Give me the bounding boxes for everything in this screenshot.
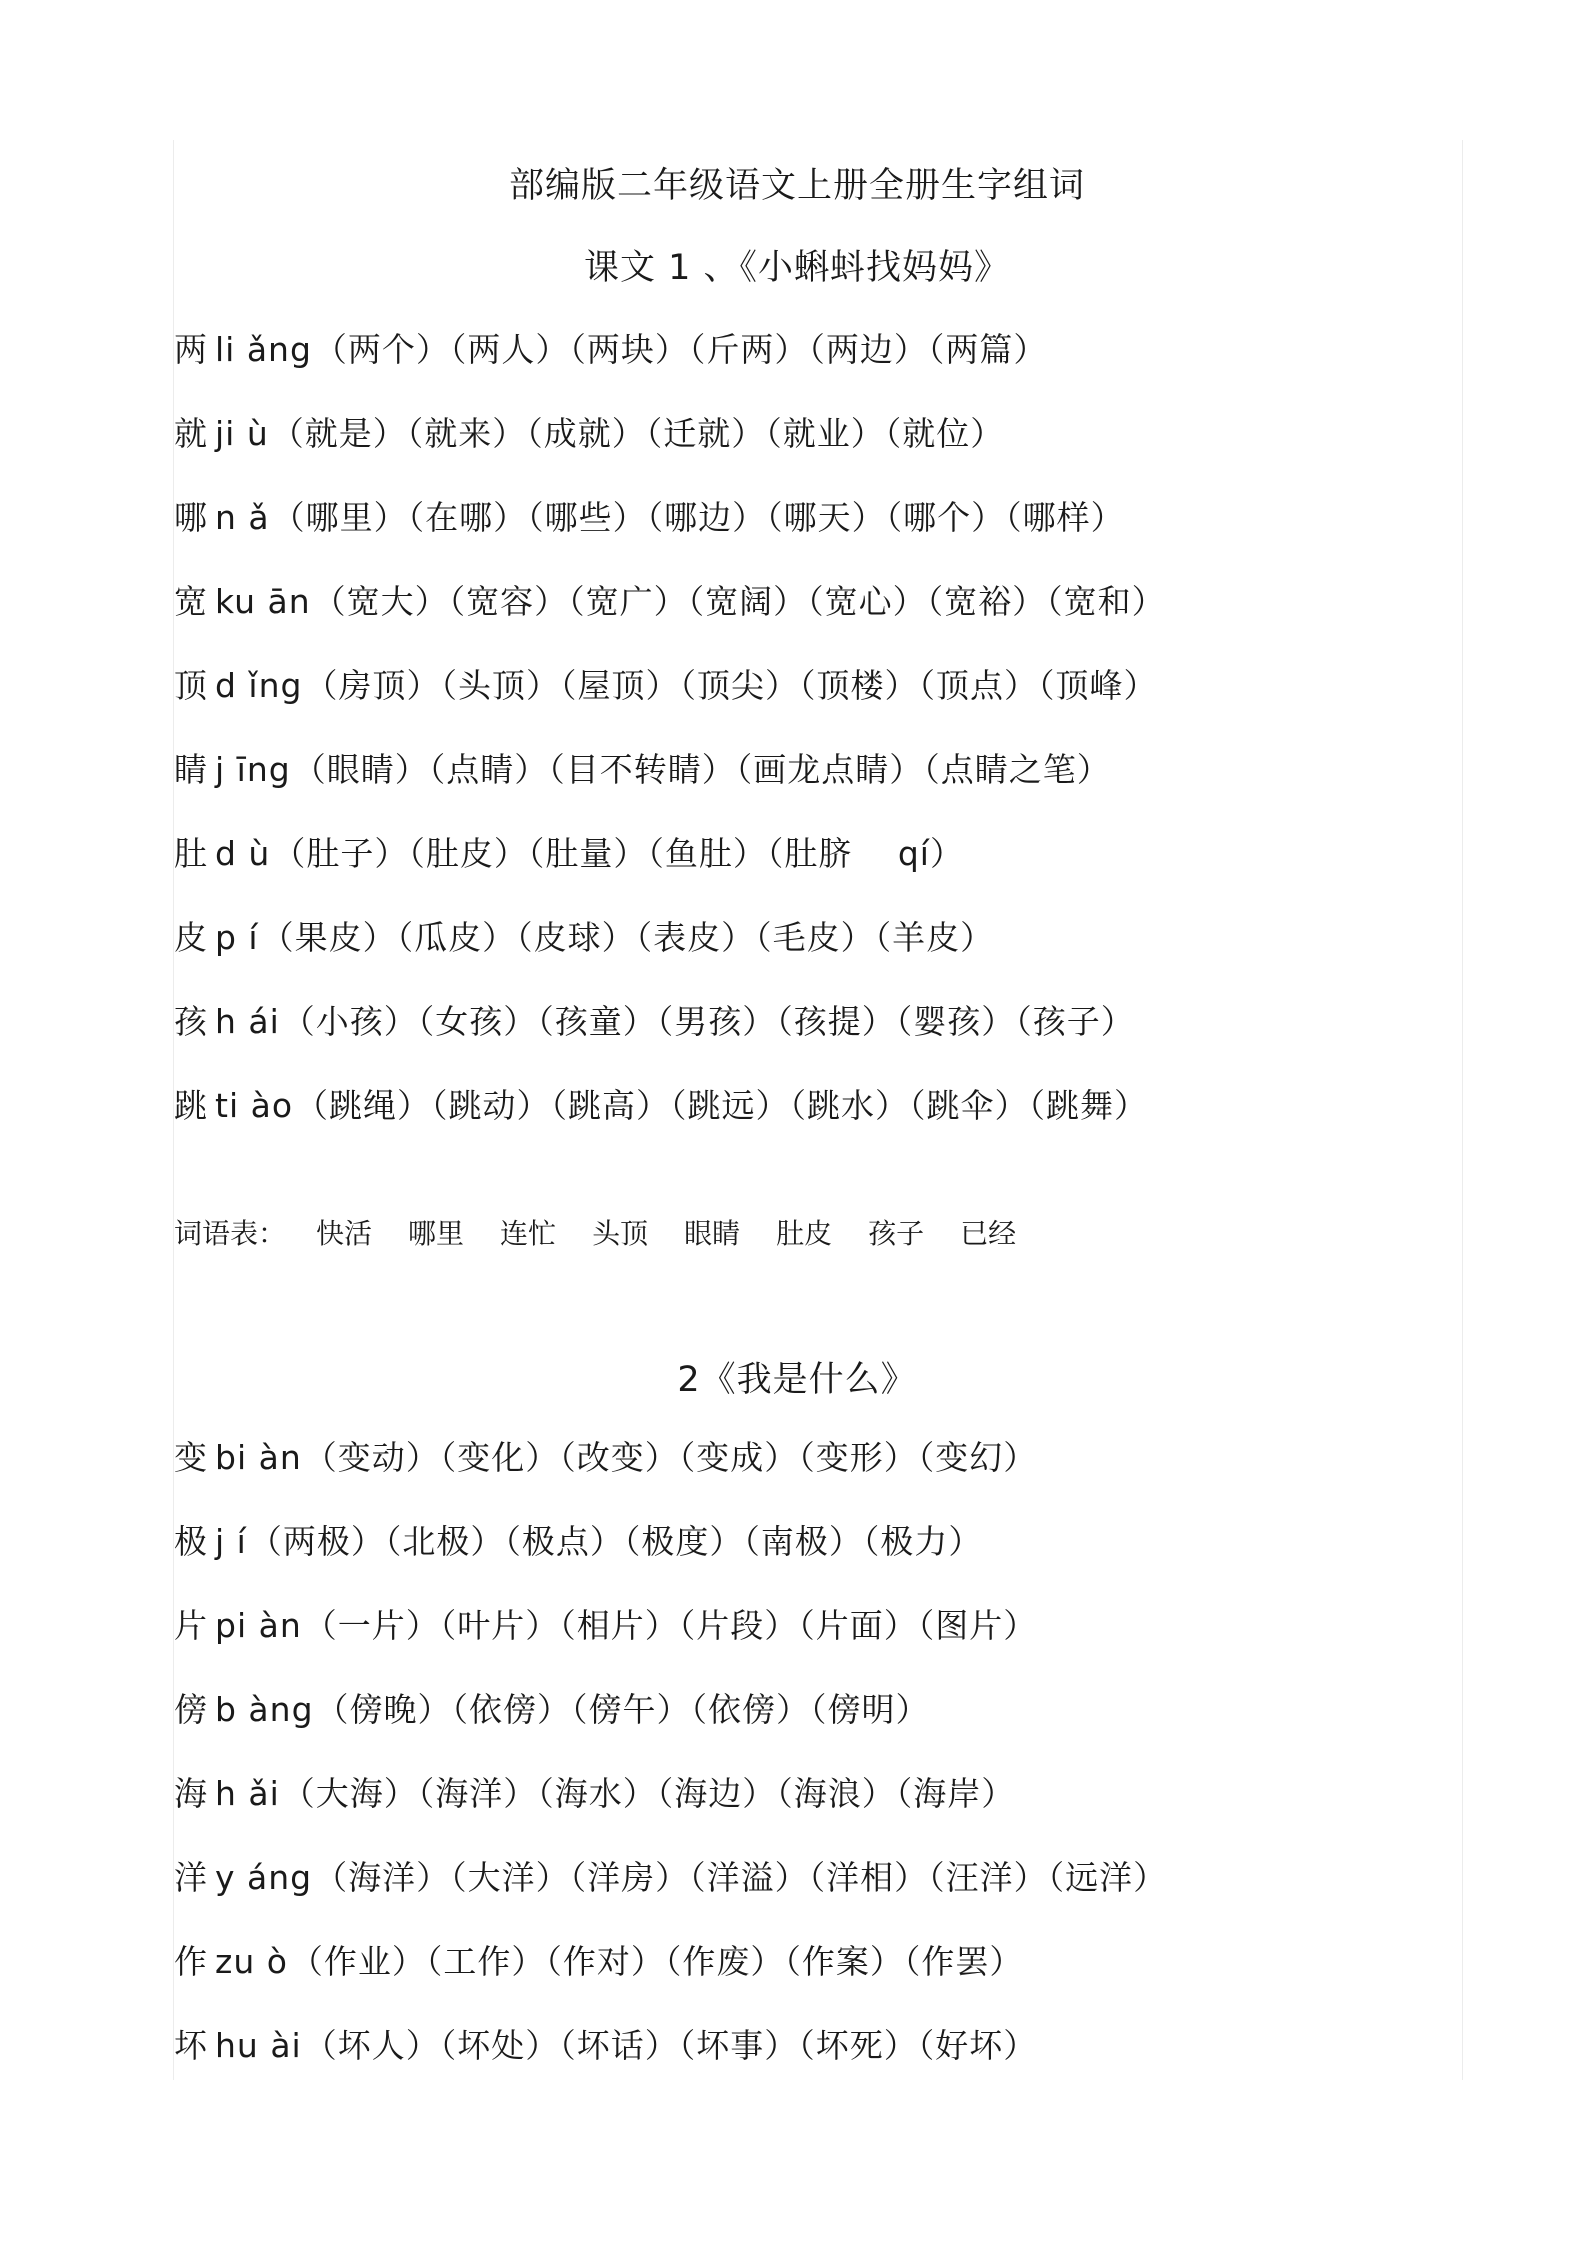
entry-character: 肚 <box>174 834 207 873</box>
entry-pinyin: j í <box>215 1522 247 1561</box>
entry-pinyin: h ǎi <box>215 1774 280 1813</box>
lesson2-title: 2《我是什么》 <box>677 1360 917 1400</box>
list-item <box>174 1080 1166 1164</box>
entry-words: （海洋）（大洋）（洋房）（洋溢）（洋相）（汪洋）（远洋） <box>314 1858 1168 1897</box>
entry-words: （两个）（两人）（两块）（斤两）（两边）（两篇） <box>313 330 1048 369</box>
entry-pinyin: ti ào <box>215 1086 294 1125</box>
entry-words: （一片）（叶片）（相片）（片段）（片面）（图片） <box>303 1606 1038 1645</box>
entry-character: 极 <box>174 1522 207 1561</box>
list-item <box>174 1684 1167 1768</box>
entry-pinyin: bi àn <box>215 1438 302 1477</box>
entry-character: 片 <box>174 1606 207 1645</box>
entry-character: 变 <box>174 1438 207 1477</box>
entry-words: （变动）（变化）（改变）（变成）（变形）（变幻） <box>303 1438 1038 1477</box>
list-item <box>174 324 1166 408</box>
vocabulary-word: 连忙 <box>500 1217 557 1250</box>
entry-character: 顶 <box>174 666 207 705</box>
entry-words: （跳绳）（跳动）（跳高）（跳远）（跳水）（跳伞）（跳舞） <box>295 1086 1149 1125</box>
entry-character: 海 <box>174 1774 207 1813</box>
list-item <box>174 1936 1167 2020</box>
entry-pinyin: j īng <box>215 750 291 789</box>
entry-character: 睛 <box>174 750 207 789</box>
entry-character: 作 <box>174 1942 207 1981</box>
entry-pinyin: ku ān <box>215 582 311 621</box>
list-item <box>174 828 1166 912</box>
entry-character: 跳 <box>174 1086 207 1125</box>
entry-pinyin: zu ò <box>215 1942 288 1981</box>
vocabulary-word: 眼睛 <box>684 1217 741 1250</box>
entry-character: 洋 <box>174 1858 207 1897</box>
list-item <box>174 744 1166 828</box>
entry-words: （房顶）（头顶）（屋顶）（顶尖）（顶楼）（顶点）（顶峰） <box>304 666 1158 705</box>
list-item <box>174 1600 1167 1684</box>
list-item <box>174 1852 1167 1936</box>
entry-words: （傍晚）（依傍）（傍午）（依傍）（傍明） <box>315 1690 930 1729</box>
entry-character: 哪 <box>174 498 207 537</box>
entry-character: 两 <box>174 330 207 369</box>
list-item <box>174 660 1166 744</box>
vocabulary-line <box>174 1212 1052 1252</box>
lesson1-entry-list <box>174 324 1166 1164</box>
entry-words: （果皮）（瓜皮）（皮球）（表皮）（毛皮）（羊皮） <box>260 918 995 957</box>
entry-words: （作业）（工作）（作对）（作废）（作案）（作罢） <box>289 1942 1024 1981</box>
entry-pinyin: ji ù <box>215 414 269 453</box>
list-item <box>174 996 1166 1080</box>
entry-words: （就是）（就来）（成就）（迁就）（就业）（就位） <box>270 414 1005 453</box>
entry-pinyin: li ǎng <box>215 330 312 369</box>
list-item <box>174 912 1166 996</box>
vocabulary-word: 肚皮 <box>776 1217 833 1250</box>
entry-words: （大海）（海洋）（海水）（海边）（海浪）（海岸） <box>281 1774 1016 1813</box>
vocabulary-word: 哪里 <box>408 1217 465 1250</box>
lesson1-title: 课文 1 、《小蝌蚪找妈妈》 <box>583 248 1011 288</box>
entry-character: 傍 <box>174 1690 207 1729</box>
entry-words: （坏人）（坏处）（坏话）（坏事）（坏死）（好坏） <box>303 2026 1038 2065</box>
entry-character: 宽 <box>174 582 207 621</box>
vocabulary-word: 孩子 <box>868 1217 925 1250</box>
entry-pinyin: hu ài <box>215 2026 302 2065</box>
vocabulary-word: 头顶 <box>592 1217 649 1250</box>
page-right-margin-line <box>1462 140 1463 2080</box>
list-item <box>174 1768 1167 1852</box>
entry-words: （宽大）（宽容）（宽广）（宽阔）（宽心）（宽裕）（宽和） <box>312 582 1166 621</box>
entry-pinyin: d ù <box>215 834 271 873</box>
entry-pinyin: p í <box>215 918 259 957</box>
entry-pinyin: d ǐng <box>215 666 303 705</box>
entry-character: 孩 <box>174 1002 207 1041</box>
list-item <box>174 2020 1167 2104</box>
list-item <box>174 492 1166 576</box>
entry-words: （两极）（北极）（极点）（极度）（南极）（极力） <box>248 1522 983 1561</box>
lesson2-entry-list <box>174 1432 1167 2104</box>
vocabulary-word: 快活 <box>316 1217 373 1250</box>
list-item <box>174 1516 1167 1600</box>
entry-pinyin: y áng <box>215 1858 313 1897</box>
entry-character: 就 <box>174 414 207 453</box>
vocabulary-word: 已经 <box>960 1217 1017 1250</box>
vocabulary-label: 词语表： <box>174 1217 287 1250</box>
entry-words: （肚子）（肚皮）（肚量）（鱼肚）（肚脐 qí） <box>272 834 964 873</box>
entry-words: （眼睛）（点睛）（目不转睛）（画龙点睛）（点睛之笔） <box>292 750 1111 789</box>
entry-pinyin: pi àn <box>215 1606 302 1645</box>
entry-character: 皮 <box>174 918 207 957</box>
entry-character: 坏 <box>174 2026 207 2065</box>
entry-pinyin: b àng <box>215 1690 314 1729</box>
list-item <box>174 576 1166 660</box>
entry-words: （哪里）（在哪）（哪些）（哪边）（哪天）（哪个）（哪样） <box>271 498 1125 537</box>
list-item <box>174 1432 1167 1516</box>
entry-words: （小孩）（女孩）（孩童）（男孩）（孩提）（婴孩）（孩子） <box>281 1002 1135 1041</box>
list-item <box>174 408 1166 492</box>
document-title: 部编版二年级语文上册全册生字组词 <box>508 166 1085 206</box>
entry-pinyin: n ǎ <box>215 498 270 537</box>
entry-pinyin: h ái <box>215 1002 280 1041</box>
